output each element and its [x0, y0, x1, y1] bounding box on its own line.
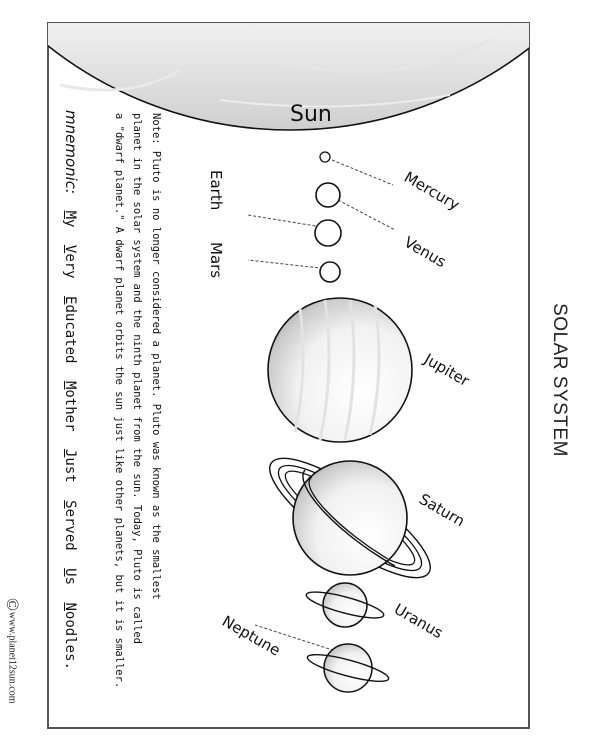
- planet-label-saturn: Saturn: [416, 490, 468, 531]
- copyright-icon: ©: [3, 598, 22, 611]
- jupiter-icon: [268, 298, 412, 442]
- uranus-icon: [304, 583, 385, 627]
- neptune-icon: [305, 644, 390, 692]
- mnemonic-label: mnemonic:: [62, 110, 80, 195]
- mnemonic: [62, 110, 80, 679]
- mercury-icon: [320, 152, 330, 162]
- mnemonic-word: Just: [62, 448, 78, 483]
- copyright: [2, 598, 22, 703]
- planet-label-neptune: Neptune: [219, 612, 284, 660]
- sun-label: Sun: [290, 102, 332, 127]
- copyright-site: www.planet12sun.com: [6, 611, 18, 704]
- planet-label-venus: Venus: [401, 233, 450, 272]
- note-line: planet in the solar system and the ninth planet from the sun. Today, Pluto is called: [131, 113, 144, 645]
- planet-label-mars: Mars: [207, 242, 225, 279]
- page-title: SOLAR SYSTEM: [549, 303, 570, 457]
- planet-label-uranus: Uranus: [391, 600, 447, 643]
- mnemonic-word: My: [62, 210, 78, 228]
- pluto-note: [110, 113, 166, 693]
- mnemonic-word: Educated: [62, 296, 78, 364]
- mars-icon: [320, 262, 340, 282]
- mnemonic-word: Us: [62, 568, 78, 586]
- saturn-icon: [255, 440, 444, 596]
- note-line: a "dwarf planet." A dwarf planet orbits the sun just like other planets, but it is smaller.: [113, 113, 125, 689]
- mnemonic-word: Served: [62, 500, 78, 551]
- note-line: Note: Pluto is no longer considered a planet. Pluto was known as the smallest: [150, 113, 162, 600]
- planet-label-jupiter: Jupiter: [421, 350, 473, 391]
- venus-icon: [316, 183, 340, 207]
- mnemonic-word: Mother: [62, 380, 78, 432]
- earth-icon: [315, 220, 341, 246]
- planet-label-mercury: Mercury: [401, 168, 463, 214]
- mnemonic-word: Noodles.: [62, 602, 78, 670]
- planet-label-earth: Earth: [207, 170, 225, 211]
- mnemonic-word: Very: [62, 244, 78, 279]
